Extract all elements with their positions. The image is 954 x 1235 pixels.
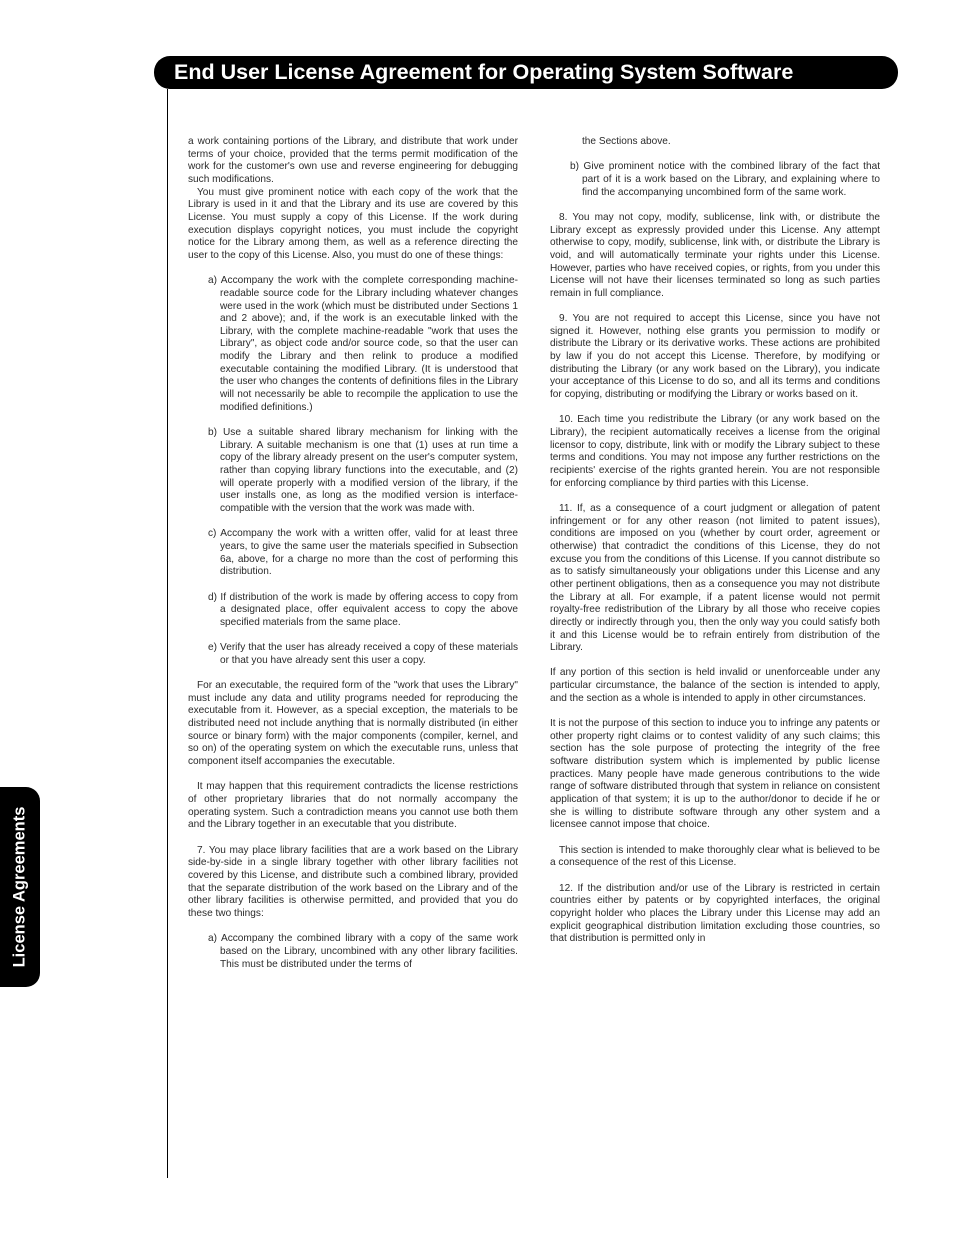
- list-item: b) Use a suitable shared library mechanism for linking with the Library. A suitable mechanism is one that (1) uses at run time a copy of the library already present on the user's computer system, rather than copying library functions into the executable, and (2) will operate properly with a modified version of the library, if the user installs one, as long as the modified version is interface-compatible with the version that the work was made with.: [208, 427, 518, 514]
- right-column: [550, 136, 880, 946]
- vertical-rule: [167, 89, 168, 1178]
- list-item-continuation: the Sections above.: [582, 136, 671, 147]
- paragraph: 12. If the distribution and/or use of the Library is restricted in certain countries either by patents or by copyrighted interfaces, the original copyright holder who places the Library under this License may add an explicit geographical distribution limitation excluding those countries, so that distribution is permitted only in: [550, 882, 880, 945]
- paragraph: It is not the purpose of this section to induce you to infringe any patents or other property right claims or to contest validity of any such claims; this section has the sole purpose of protecting the integrity of the free software distribution system which is implemented by public license practices. Many people have made generous contributions to the wide range of software distributed through that system in reliance on consistent application of that system; it is up to the author/donor to decide if he or she is willing to distribute software through any other system and a licensee cannot impose that choice.: [550, 718, 880, 831]
- paragraph: 10. Each time you redistribute the Library (or any work based on the Library), the recipient automatically receives a license from the original licensor to copy, distribute, link with or modify the Library subject to these terms and conditions. You may not impose any further restrictions on the recipients' exercise of the rights granted herein. You are not responsible for enforcing compliance by third parties with this License.: [550, 414, 880, 489]
- paragraph: a work containing portions of the Library, and distribute that work under terms of your choice, provided that the terms permit modification of the work for the customer's own use and reverse engineering for debugging such modifications.: [188, 136, 518, 185]
- paragraph: 11. If, as a consequence of a court judgment or allegation of patent infringement or for any other reason (not limited to patent issues), conditions are imposed on you (whether by court order, agreement or otherwise) that contradict the conditions of this License, they do not excuse you from the conditions of this License. If you cannot distribute so as to satisfy simultaneously your obligations under this License and any other pertinent obligations, then as a consequence you may not distribute the Library at all. For example, if a patent license would not permit royalty-free redistribution of the Library by all those who receive copies directly or indirectly through you, then the only way you could satisfy both it and this License would be to refrain entirely from distribution of the Library.: [550, 502, 880, 654]
- paragraph: If any portion of this section is held invalid or unenforceable under any particular circumstance, the balance of the section is intended to apply, and the section as a whole is intended to apply in other circumstances.: [550, 667, 880, 704]
- paragraph: For an executable, the required form of the "work that uses the Library" must include any data and utility programs needed for reproducing the executable from it. However, as a special exception, the materials to be distributed need not include anything that is normally distributed (in either source or binary form) with the major components (compiler, kernel, and so on) of the operating system on which the executable runs, unless that component itself accompanies the executable.: [188, 680, 518, 768]
- paragraph: 8. You may not copy, modify, sublicense, link with, or distribute the Library except as expressly provided under this License. Any attempt otherwise to copy, modify, sublicense, link with, or distribute the Library is void, and will automatically terminate your rights under this License. However, parties who have received copies, or rights, from you under this License will not have their licenses terminated so long as such parties remain in full compliance.: [550, 211, 880, 299]
- side-tab-label: License Agreements: [10, 806, 29, 968]
- paragraph: You must give prominent notice with each copy of the work that the Library is used in it and that the Library and its use are covered by this License. You must supply a copy of this License. If the work during execution displays copyright notices, you must include the copyright notice for the Library among them, as well as a reference directing the user to the copy of this License. Also, you must do one of these things:: [188, 186, 518, 261]
- list-item: b) Give prominent notice with the combined library of the fact that part of it is a work based on the Library, and explaining where to find the accompanying uncombined form of the same work.: [570, 161, 880, 198]
- list-item: a) Accompany the combined library with a copy of the same work based on the Library, uncombined with any other library facilities. This must be distributed under the terms of: [208, 933, 518, 970]
- page-title: End User License Agreement for Operating System Software: [174, 60, 794, 84]
- side-tab: [0, 787, 40, 987]
- paragraph: It may happen that this requirement contradicts the license restrictions of other proprietary libraries that do not normally accompany the operating system. Such a contradiction means you cannot use both them and the Library together in an executable that you distribute.: [188, 781, 518, 831]
- paragraph: 9. You are not required to accept this License, since you have not signed it. However, nothing else grants you permission to modify or distribute the Library or its derivative works. These actions are prohibited by law if you do not accept this License. Therefore, by modifying or distributing the Library (or any work based on the Library), you indicate your acceptance of this License to do so, and all its terms and conditions for copying, distributing or modifying the Library or works based on it.: [550, 313, 880, 401]
- list-item: e) Verify that the user has already received a copy of these materials or that you have already sent this user a copy.: [208, 642, 518, 666]
- left-column: [188, 136, 518, 971]
- list-item: a) Accompany the work with the complete corresponding machine-readable source code for the Library including whatever changes were used in the work (which must be distributed under Sections 1 and 2 above); and, if the work is an executable linked with the Library, with the complete machine-readable "work that uses the Library", as object code and/or source code, so that the user can modify the Library and then relink to produce a modified executable containing the modified Library. (It is understood that the user who changes the contents of definitions files in the Library will not necessarily be able to recompile the application to use the modified definitions.): [208, 275, 518, 413]
- paragraph: This section is intended to make thoroughly clear what is believed to be a consequence of the rest of this License.: [550, 844, 880, 869]
- paragraph: 7. You may place library facilities that are a work based on the Library side-by-side in a single library together with other library facilities not covered by this License, and distribute such a combined library, provided that the separate distribution of the work based on the Library and of the other library facilities is otherwise permitted, and provided that you do these two things:: [188, 844, 518, 919]
- page-header: [154, 56, 898, 89]
- list-item: d) If distribution of the work is made by offering access to copy from a designated place, offer equivalent access to copy the above specified materials from the same place.: [208, 591, 518, 628]
- list-item: c) Accompany the work with a written offer, valid for at least three years, to give the same user the materials specified in Subsection 6a, above, for a charge no more than the cost of performing this distribution.: [208, 528, 518, 578]
